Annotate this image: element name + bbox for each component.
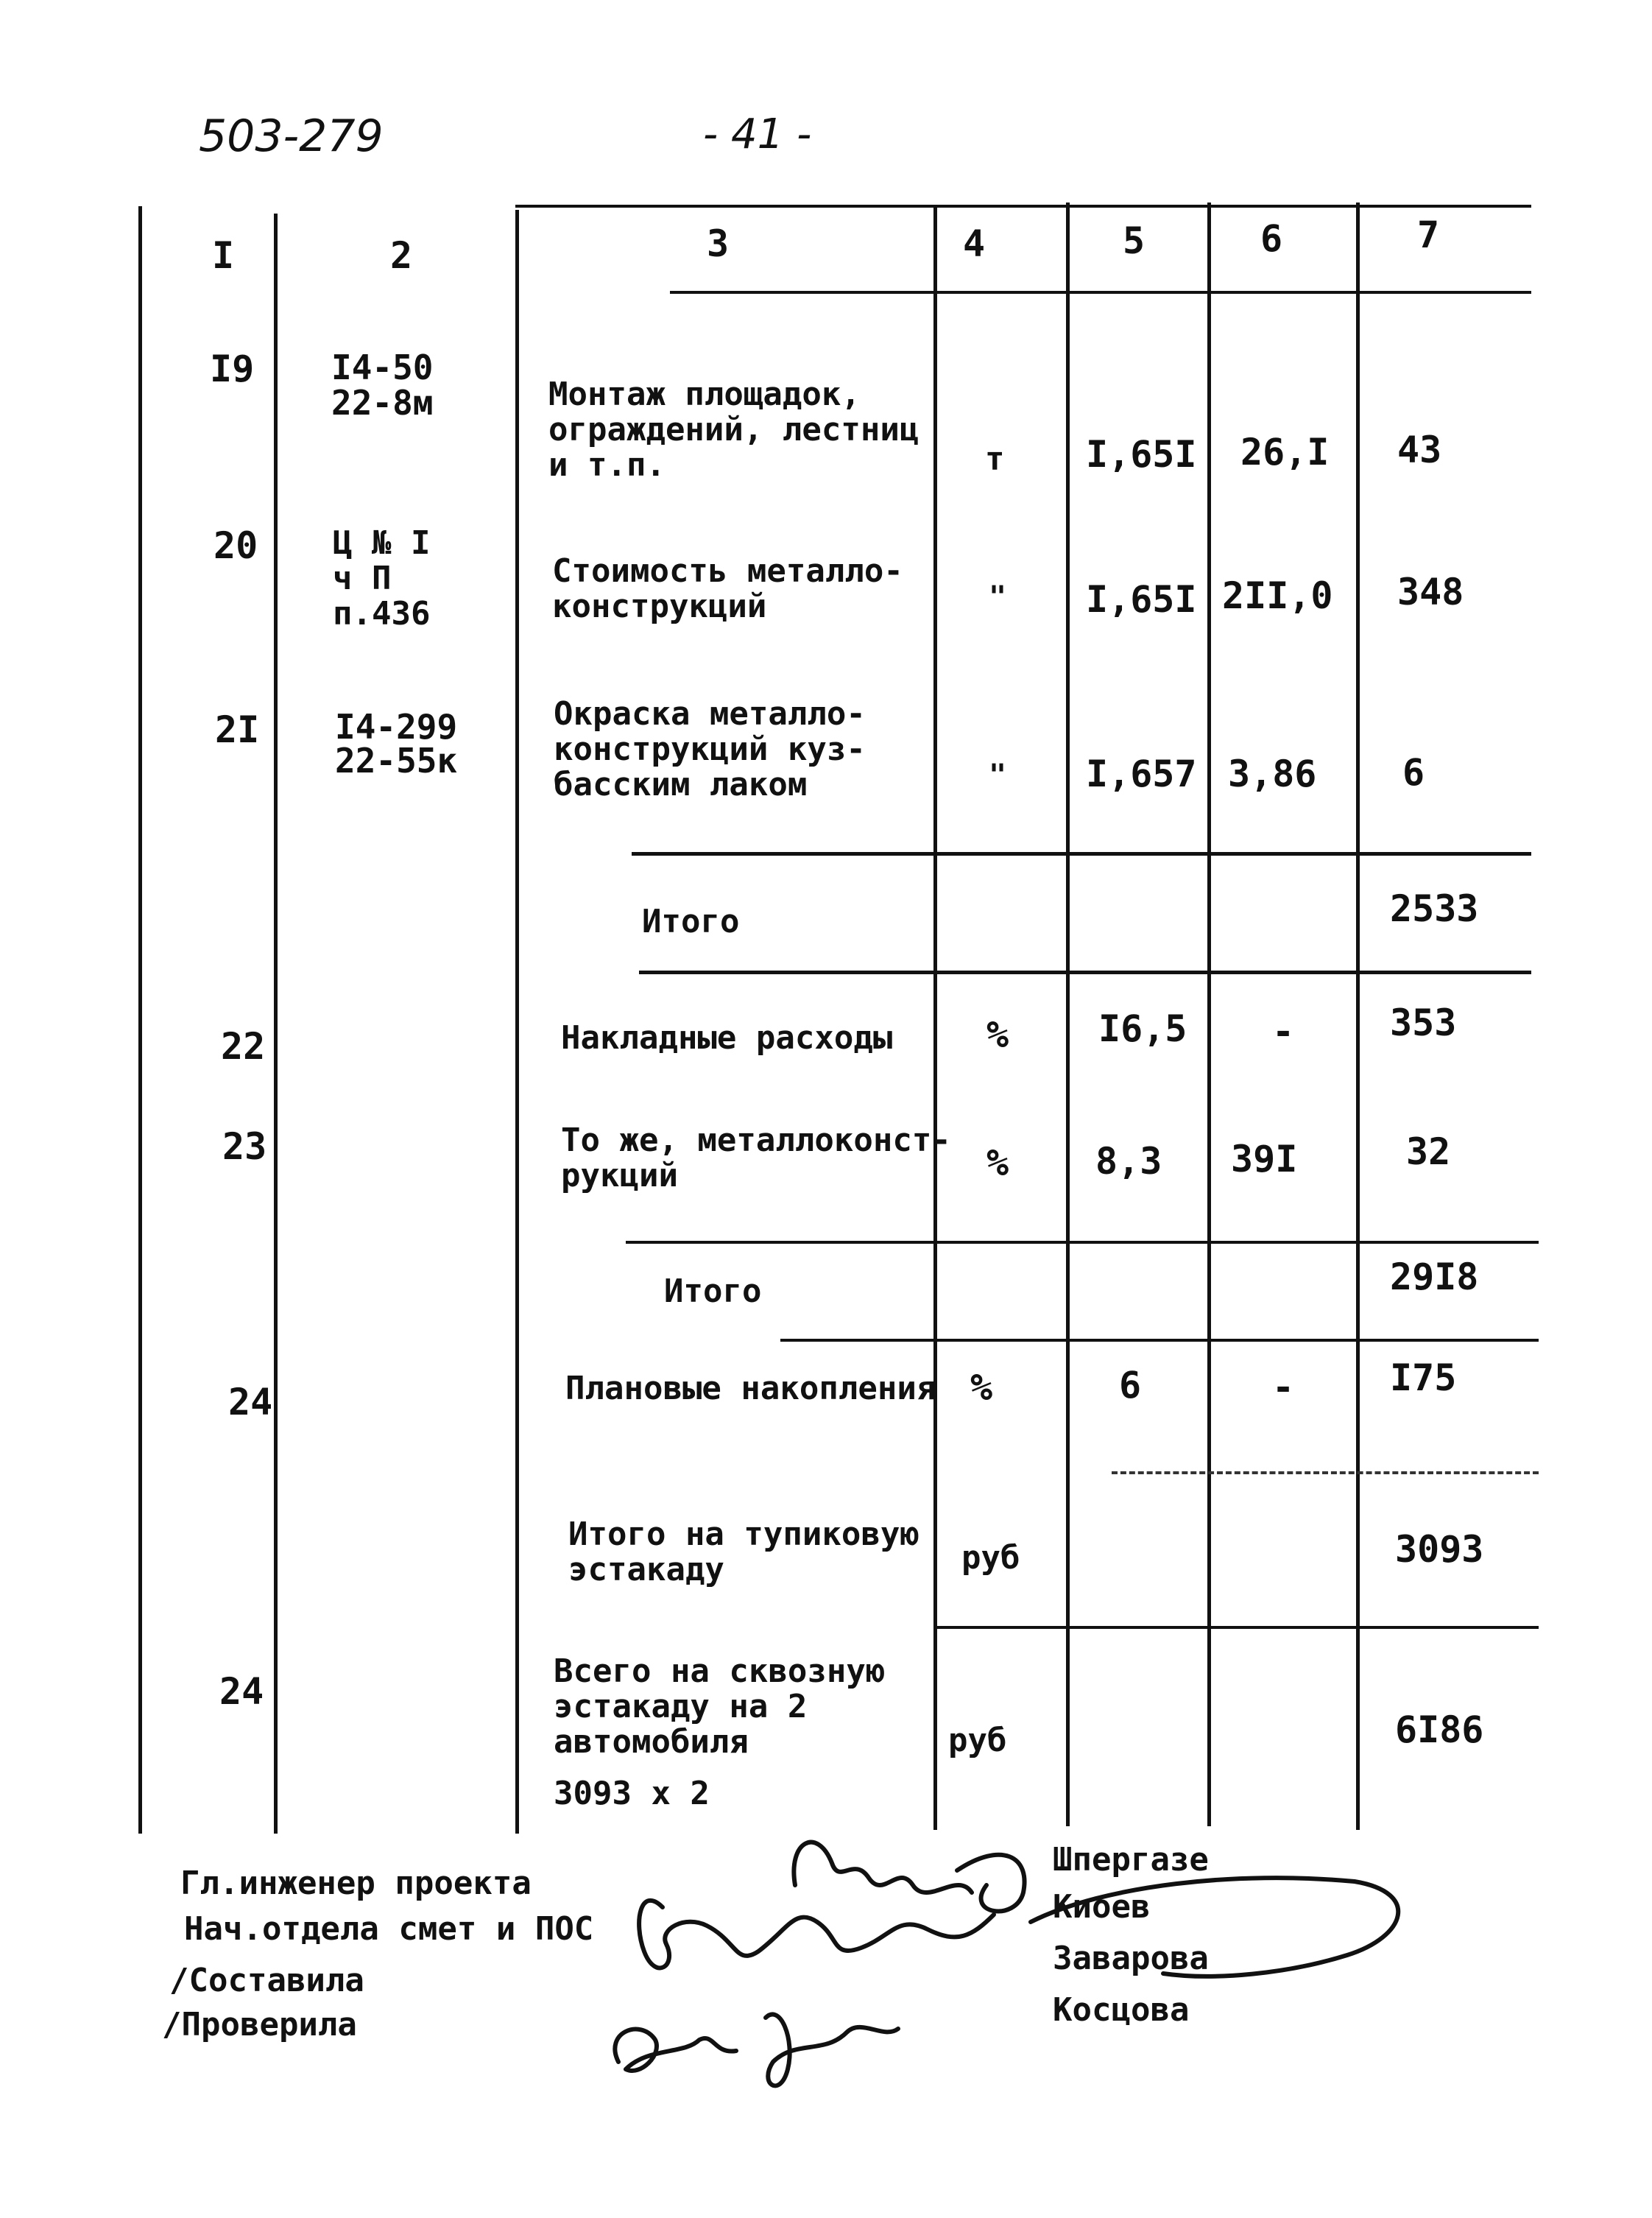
subtotal-label: Итого: [664, 1272, 762, 1310]
unit-price: 39I: [1231, 1138, 1298, 1180]
subtotal-value: 2533: [1390, 887, 1479, 930]
work-description: конструкций: [552, 588, 767, 625]
signatory-name: Заварова: [1053, 1940, 1209, 1977]
header-rule: [670, 291, 1531, 294]
total-cost: I75: [1390, 1356, 1457, 1399]
unit-price: -: [1272, 1010, 1295, 1053]
rate-code: п.436: [333, 595, 431, 633]
unit: руб: [948, 1722, 1007, 1759]
work-description: рукций: [561, 1157, 678, 1194]
subtotal-label: Итого: [642, 903, 740, 940]
total-formula: 3093 х 2: [554, 1775, 710, 1812]
signatory-role: /Составила: [169, 1962, 364, 1999]
unit: ": [989, 580, 1007, 614]
subtotal-rule-2a: [626, 1241, 1539, 1244]
unit-price: -: [1272, 1366, 1295, 1409]
left-border: [138, 206, 142, 1834]
col-header-7: 7: [1417, 214, 1440, 256]
work-description: Плановые накопления: [565, 1370, 936, 1407]
total-cost: 32: [1406, 1130, 1451, 1173]
col-header-6: 6: [1260, 217, 1283, 260]
total-label: автомобиля: [554, 1723, 749, 1761]
total-cost: 348: [1397, 571, 1464, 613]
unit-price: 26,I: [1240, 431, 1330, 473]
row-number: 23: [222, 1125, 267, 1168]
unit: т: [985, 440, 1005, 478]
work-description: Монтаж площадок,: [548, 376, 861, 413]
work-description: Стоимость металло-: [552, 552, 903, 590]
signatory-name: Шпергазе: [1053, 1841, 1209, 1879]
quantity: I,657: [1086, 753, 1197, 795]
total-label: Итого на тупиковую: [568, 1515, 919, 1553]
unit: %: [986, 1141, 1009, 1184]
work-description: ограждений, лестниц: [548, 411, 919, 448]
quantity: I,65I: [1086, 578, 1197, 621]
row-number: I9: [210, 348, 255, 390]
col-divider-3-4: [933, 206, 937, 1830]
rate-code: Ц № I: [333, 524, 431, 562]
total-cost: 353: [1390, 1001, 1457, 1044]
total-label: эстакаду: [568, 1551, 724, 1588]
signatory-name: Киоев: [1053, 1888, 1151, 1926]
total-cost: 3093: [1395, 1528, 1484, 1571]
col-divider-5-6: [1207, 203, 1211, 1826]
quantity: 6: [1119, 1364, 1142, 1407]
page-number: - 41 -: [703, 110, 812, 158]
work-description: Накладные расходы: [561, 1019, 893, 1057]
work-description: конструкций куз-: [554, 730, 866, 768]
quantity: 8,3: [1095, 1140, 1162, 1183]
col-header-4: 4: [963, 222, 986, 265]
col-header-3: 3: [707, 222, 730, 265]
total-cost: 43: [1397, 429, 1442, 471]
work-description: и т.п.: [548, 446, 666, 484]
subtotal-rule-2b: [780, 1339, 1539, 1342]
rate-code: ч П: [333, 560, 392, 597]
col-divider-1-2: [274, 214, 278, 1834]
final-total-rule: [933, 1626, 1539, 1629]
row-number: 24: [219, 1670, 264, 1713]
handwritten-signatures: [515, 1797, 1428, 2106]
work-description: Окраска металло-: [554, 695, 866, 733]
col-divider-6-7: [1356, 203, 1360, 1830]
document-code: 503-279: [199, 110, 384, 162]
quantity: I,65I: [1086, 433, 1197, 476]
signatory-role: Нач.отдела смет и ПОС: [184, 1910, 594, 1948]
subtotal-rule-3: [1112, 1471, 1539, 1474]
top-border: [515, 205, 1531, 208]
total-label: эстакаду на 2: [554, 1688, 808, 1725]
total-cost: 6I86: [1395, 1708, 1484, 1751]
rate-code: 22-8м: [331, 383, 434, 423]
rate-code: 22-55к: [335, 741, 458, 781]
unit: %: [986, 1013, 1009, 1056]
unit-price: 3,86: [1228, 753, 1317, 795]
row-number: 24: [228, 1381, 273, 1423]
total-cost: 6: [1402, 751, 1425, 794]
col-header-5: 5: [1123, 219, 1146, 262]
unit-price: 2II,0: [1222, 574, 1333, 617]
col-divider-4-5: [1066, 203, 1070, 1826]
row-number: 22: [221, 1025, 266, 1068]
subtotal-rule-1a: [632, 852, 1531, 856]
row-number: 2I: [215, 708, 260, 751]
col-header-1: I: [212, 234, 235, 277]
subtotal-value: 29I8: [1390, 1256, 1479, 1298]
unit: ": [989, 758, 1007, 792]
work-description: То же, металлоконст-: [561, 1122, 951, 1159]
row-number: 20: [213, 524, 258, 567]
col-divider-2-3: [515, 210, 519, 1834]
unit: %: [970, 1366, 993, 1409]
subtotal-rule-1b: [639, 971, 1531, 974]
quantity: I6,5: [1098, 1007, 1187, 1050]
signatory-role: Гл.инженер проекта: [180, 1865, 532, 1902]
rate-code: I4-50: [331, 348, 434, 387]
col-header-2: 2: [390, 234, 413, 277]
signatory-role: /Проверила: [162, 2006, 357, 2043]
total-label: Всего на сквозную: [554, 1652, 886, 1690]
rate-code: I4-299: [335, 707, 458, 747]
work-description: басским лаком: [554, 766, 808, 803]
signatory-name: Косцова: [1053, 1991, 1190, 2029]
unit: руб: [961, 1539, 1020, 1577]
